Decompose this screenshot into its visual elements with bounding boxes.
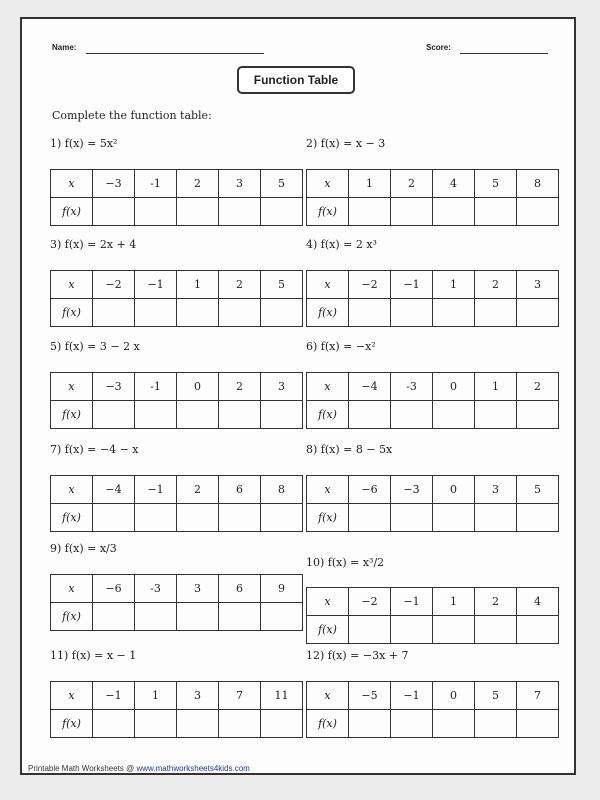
answer-cell[interactable]	[93, 198, 135, 226]
x-value-cell: 2	[219, 373, 261, 401]
answer-cell[interactable]	[433, 504, 475, 532]
answer-cell[interactable]	[135, 299, 177, 327]
score-label: Score:	[426, 43, 451, 52]
answer-cell[interactable]	[135, 603, 177, 631]
x-value-cell: −1	[135, 476, 177, 504]
x-value-cell: 0	[433, 373, 475, 401]
x-row	[307, 373, 559, 401]
function-table	[50, 270, 303, 327]
fx-row	[51, 504, 303, 532]
answer-cell[interactable]	[219, 198, 261, 226]
footer	[28, 764, 250, 773]
x-header-cell: x	[51, 575, 93, 603]
x-value-cell: 5	[517, 476, 559, 504]
problem-label: 8) f(x) = 8 − 5x	[306, 443, 393, 456]
x-value-cell: 1	[177, 271, 219, 299]
answer-cell[interactable]	[433, 616, 475, 644]
fx-row	[307, 710, 559, 738]
answer-cell[interactable]	[475, 504, 517, 532]
x-header-cell: x	[307, 476, 349, 504]
function-table	[50, 475, 303, 532]
answer-cell[interactable]	[261, 198, 303, 226]
x-value-cell: 5	[261, 170, 303, 198]
x-header-cell: x	[307, 588, 349, 616]
x-value-cell: −5	[349, 682, 391, 710]
footer-url[interactable]: www.mathworksheets4kids.com	[136, 764, 250, 773]
function-table	[306, 587, 559, 644]
x-value-cell: 7	[517, 682, 559, 710]
problem-label: 5) f(x) = 3 − 2 x	[50, 340, 140, 353]
answer-cell[interactable]	[349, 710, 391, 738]
answer-cell[interactable]	[433, 198, 475, 226]
answer-cell[interactable]	[349, 504, 391, 532]
answer-cell[interactable]	[135, 401, 177, 429]
problem-label: 11) f(x) = x − 1	[50, 649, 137, 662]
answer-cell[interactable]	[177, 603, 219, 631]
function-table	[50, 574, 303, 631]
fx-header-cell: f(x)	[307, 198, 349, 226]
function-table	[306, 169, 559, 226]
x-value-cell: 2	[517, 373, 559, 401]
x-value-cell: −6	[349, 476, 391, 504]
problem-label: 1) f(x) = 5x²	[50, 137, 118, 150]
x-value-cell: −1	[93, 682, 135, 710]
answer-cell[interactable]	[135, 504, 177, 532]
fx-row	[51, 710, 303, 738]
x-row	[51, 682, 303, 710]
answer-cell[interactable]	[391, 504, 433, 532]
fx-header-cell: f(x)	[307, 299, 349, 327]
x-header-cell: x	[51, 682, 93, 710]
x-value-cell: 3	[177, 682, 219, 710]
x-value-cell: −2	[349, 271, 391, 299]
fx-row	[51, 401, 303, 429]
x-value-cell: 6	[219, 476, 261, 504]
footer-text: Printable Math Worksheets @	[28, 764, 137, 773]
x-value-cell: 3	[517, 271, 559, 299]
x-value-cell: −2	[93, 271, 135, 299]
x-row	[51, 373, 303, 401]
x-value-cell: 3	[219, 170, 261, 198]
answer-cell[interactable]	[391, 710, 433, 738]
x-value-cell: −1	[391, 682, 433, 710]
x-value-cell: 3	[475, 476, 517, 504]
x-value-cell: −1	[391, 271, 433, 299]
x-value-cell: 2	[219, 271, 261, 299]
x-header-cell: x	[307, 682, 349, 710]
x-value-cell: −3	[93, 373, 135, 401]
answer-cell[interactable]	[177, 710, 219, 738]
fx-header-cell: f(x)	[51, 710, 93, 738]
answer-cell[interactable]	[135, 710, 177, 738]
answer-cell[interactable]	[433, 401, 475, 429]
answer-cell[interactable]	[517, 504, 559, 532]
x-value-cell: 3	[261, 373, 303, 401]
answer-cell[interactable]	[433, 299, 475, 327]
x-header-cell: x	[51, 170, 93, 198]
x-value-cell: −1	[135, 271, 177, 299]
fx-row	[51, 198, 303, 226]
x-value-cell: 1	[135, 682, 177, 710]
answer-cell[interactable]	[93, 710, 135, 738]
x-header-cell: x	[307, 373, 349, 401]
problem-label: 10) f(x) = x³/2	[306, 556, 385, 569]
fx-row	[307, 616, 559, 644]
x-value-cell: 1	[475, 373, 517, 401]
problem-label: 3) f(x) = 2x + 4	[50, 238, 137, 251]
x-value-cell: 2	[177, 170, 219, 198]
answer-cell[interactable]	[261, 299, 303, 327]
answer-cell[interactable]	[349, 299, 391, 327]
function-table	[306, 681, 559, 738]
problem-label: 2) f(x) = x − 3	[306, 137, 386, 150]
fx-row	[307, 299, 559, 327]
x-value-cell: -1	[135, 170, 177, 198]
fx-row	[307, 198, 559, 226]
answer-cell[interactable]	[261, 504, 303, 532]
x-row	[307, 476, 559, 504]
fx-row	[307, 504, 559, 532]
x-value-cell: 1	[433, 588, 475, 616]
fx-header-cell: f(x)	[51, 299, 93, 327]
x-header-cell: x	[51, 476, 93, 504]
x-value-cell: −4	[349, 373, 391, 401]
function-table	[306, 372, 559, 429]
x-value-cell: 2	[475, 271, 517, 299]
x-value-cell: 0	[433, 682, 475, 710]
x-value-cell: 7	[219, 682, 261, 710]
function-table	[50, 681, 303, 738]
x-value-cell: 2	[391, 170, 433, 198]
x-header-cell: x	[51, 271, 93, 299]
answer-cell[interactable]	[93, 299, 135, 327]
x-value-cell: 5	[261, 271, 303, 299]
answer-cell[interactable]	[391, 299, 433, 327]
problem-label: 7) f(x) = −4 − x	[50, 443, 139, 456]
x-value-cell: −4	[93, 476, 135, 504]
x-value-cell: -3	[391, 373, 433, 401]
x-header-cell: x	[307, 271, 349, 299]
answer-cell[interactable]	[177, 504, 219, 532]
x-value-cell: 3	[177, 575, 219, 603]
answer-cell[interactable]	[475, 401, 517, 429]
instructions: Complete the function table:	[52, 109, 212, 122]
x-row	[51, 575, 303, 603]
fx-header-cell: f(x)	[51, 401, 93, 429]
x-value-cell: 0	[433, 476, 475, 504]
answer-cell[interactable]	[93, 401, 135, 429]
answer-cell[interactable]	[391, 616, 433, 644]
fx-header-cell: f(x)	[51, 603, 93, 631]
function-table	[50, 372, 303, 429]
x-row	[51, 170, 303, 198]
answer-cell[interactable]	[517, 198, 559, 226]
fx-header-cell: f(x)	[307, 401, 349, 429]
x-value-cell: 8	[261, 476, 303, 504]
x-row	[307, 682, 559, 710]
x-value-cell: 4	[517, 588, 559, 616]
answer-cell[interactable]	[219, 603, 261, 631]
x-value-cell: 1	[433, 271, 475, 299]
x-row	[307, 170, 559, 198]
answer-cell[interactable]	[261, 710, 303, 738]
answer-cell[interactable]	[433, 710, 475, 738]
score-blank	[460, 53, 548, 54]
function-table	[306, 475, 559, 532]
answer-cell[interactable]	[177, 198, 219, 226]
answer-cell[interactable]	[517, 616, 559, 644]
answer-cell[interactable]	[261, 603, 303, 631]
answer-cell[interactable]	[93, 504, 135, 532]
fx-row	[51, 299, 303, 327]
answer-cell[interactable]	[349, 198, 391, 226]
x-row	[307, 271, 559, 299]
x-value-cell: 11	[261, 682, 303, 710]
worksheet-page	[20, 17, 576, 775]
x-value-cell: 1	[349, 170, 391, 198]
answer-cell[interactable]	[517, 299, 559, 327]
answer-cell[interactable]	[219, 710, 261, 738]
answer-cell[interactable]	[177, 401, 219, 429]
x-value-cell: -1	[135, 373, 177, 401]
x-value-cell: −1	[391, 588, 433, 616]
x-value-cell: 2	[177, 476, 219, 504]
answer-cell[interactable]	[517, 710, 559, 738]
answer-cell[interactable]	[219, 401, 261, 429]
x-value-cell: −3	[391, 476, 433, 504]
fx-header-cell: f(x)	[51, 504, 93, 532]
answer-cell[interactable]	[349, 616, 391, 644]
function-table	[306, 270, 559, 327]
x-value-cell: 5	[475, 170, 517, 198]
answer-cell[interactable]	[391, 198, 433, 226]
fx-row	[307, 401, 559, 429]
answer-cell[interactable]	[135, 198, 177, 226]
x-value-cell: 6	[219, 575, 261, 603]
x-value-cell: 0	[177, 373, 219, 401]
x-row	[307, 588, 559, 616]
x-row	[51, 476, 303, 504]
fx-header-cell: f(x)	[307, 504, 349, 532]
x-value-cell: -3	[135, 575, 177, 603]
x-row	[51, 271, 303, 299]
function-table	[50, 169, 303, 226]
answer-cell[interactable]	[475, 710, 517, 738]
x-value-cell: −3	[93, 170, 135, 198]
answer-cell[interactable]	[349, 401, 391, 429]
fx-row	[51, 603, 303, 631]
problem-label: 9) f(x) = x/3	[50, 542, 117, 555]
fx-header-cell: f(x)	[51, 198, 93, 226]
x-value-cell: 9	[261, 575, 303, 603]
answer-cell[interactable]	[475, 299, 517, 327]
problem-label: 12) f(x) = −3x + 7	[306, 649, 409, 662]
answer-cell[interactable]	[517, 401, 559, 429]
answer-cell[interactable]	[93, 603, 135, 631]
name-label: Name:	[52, 43, 77, 52]
answer-cell[interactable]	[219, 504, 261, 532]
problem-label: 6) f(x) = −x²	[306, 340, 376, 353]
fx-header-cell: f(x)	[307, 710, 349, 738]
x-value-cell: 4	[433, 170, 475, 198]
answer-cell[interactable]	[261, 401, 303, 429]
answer-cell[interactable]	[475, 198, 517, 226]
x-value-cell: −2	[349, 588, 391, 616]
answer-cell[interactable]	[475, 616, 517, 644]
answer-cell[interactable]	[391, 401, 433, 429]
answer-cell[interactable]	[219, 299, 261, 327]
answer-cell[interactable]	[177, 299, 219, 327]
x-value-cell: 2	[475, 588, 517, 616]
name-blank	[86, 53, 264, 54]
x-header-cell: x	[307, 170, 349, 198]
worksheet-title: Function Table	[237, 66, 355, 94]
x-value-cell: 5	[475, 682, 517, 710]
x-value-cell: 8	[517, 170, 559, 198]
x-value-cell: −6	[93, 575, 135, 603]
fx-header-cell: f(x)	[307, 616, 349, 644]
x-header-cell: x	[51, 373, 93, 401]
problem-label: 4) f(x) = 2 x³	[306, 238, 377, 251]
